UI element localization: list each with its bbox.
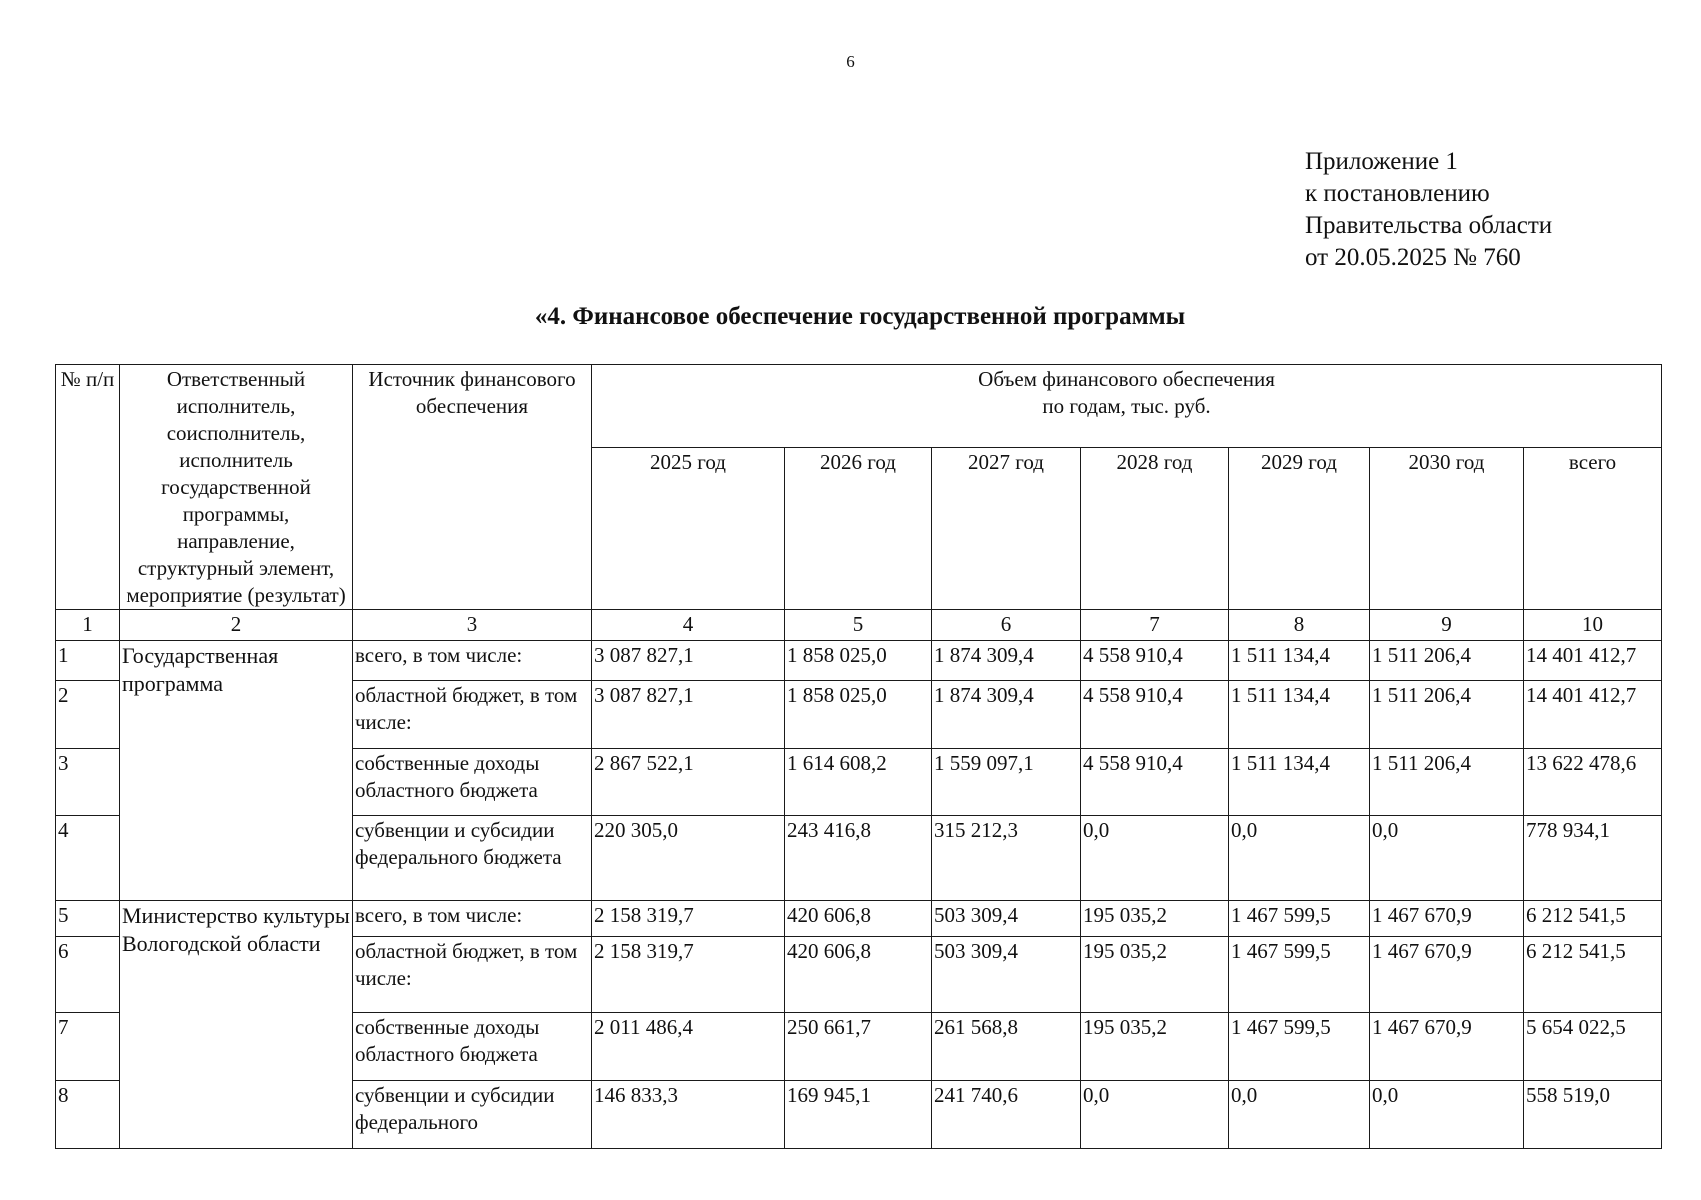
appendix-line: Правительства области (1305, 212, 1553, 239)
value-cell: 261 568,8 (932, 1013, 1081, 1081)
value-cell: 1 874 309,4 (932, 641, 1081, 681)
value-cell: 420 606,8 (785, 937, 932, 1013)
source-cell: всего, в том числе: (353, 641, 592, 681)
page-number: 6 (846, 52, 855, 71)
value-cell: 169 945,1 (785, 1081, 932, 1149)
value-cell: 195 035,2 (1081, 937, 1229, 1013)
value-cell: 2 867 522,1 (592, 749, 785, 816)
source-cell: субвенции и субсидии федерального бюджета (353, 816, 592, 901)
value-cell: 420 606,8 (785, 901, 932, 937)
value-cell: 0,0 (1081, 816, 1229, 901)
value-cell: 1 467 670,9 (1370, 1013, 1524, 1081)
header-year: 2028 год (1081, 448, 1229, 610)
source-cell: всего, в том числе: (353, 901, 592, 937)
appendix-line: Приложение 1 (1305, 148, 1458, 175)
column-number: 4 (592, 610, 785, 641)
value-cell: 2 158 319,7 (592, 937, 785, 1013)
value-cell: 0,0 (1229, 1081, 1370, 1149)
value-cell: 1 511 134,4 (1229, 681, 1370, 749)
column-number: 10 (1524, 610, 1662, 641)
total-value-cell: 5 654 022,5 (1524, 1013, 1662, 1081)
value-cell: 4 558 910,4 (1081, 749, 1229, 816)
value-cell: 1 614 608,2 (785, 749, 932, 816)
value-cell: 1 467 670,9 (1370, 901, 1524, 937)
value-cell: 4 558 910,4 (1081, 641, 1229, 681)
row-number: 5 (56, 901, 120, 937)
source-cell: собственные доходы областного бюджета (353, 749, 592, 816)
header-volume (592, 365, 1662, 448)
row-number: 3 (56, 749, 120, 816)
header-year: 2026 год (785, 448, 932, 610)
source-cell: областной бюджет, в том числе: (353, 681, 592, 749)
row-number: 4 (56, 816, 120, 901)
value-cell: 1 467 670,9 (1370, 937, 1524, 1013)
value-cell: 1 874 309,4 (932, 681, 1081, 749)
value-cell: 1 511 206,4 (1370, 641, 1524, 681)
value-cell: 2 011 486,4 (592, 1013, 785, 1081)
value-cell: 3 087 827,1 (592, 681, 785, 749)
appendix-line: к постановлению (1305, 180, 1490, 207)
value-cell: 1 511 134,4 (1229, 641, 1370, 681)
source-cell: субвенции и субсидии федерального (353, 1081, 592, 1149)
value-cell: 315 212,3 (932, 816, 1081, 901)
header-num: № п/п (56, 365, 120, 610)
column-number: 3 (353, 610, 592, 641)
executor-cell: Государственная программа (120, 641, 353, 901)
row-number: 7 (56, 1013, 120, 1081)
header-year: 2027 год (932, 448, 1081, 610)
column-number: 7 (1081, 610, 1229, 641)
header-year: 2025 год (592, 448, 785, 610)
value-cell: 195 035,2 (1081, 1013, 1229, 1081)
header-executor: Ответственный исполнитель, соисполнитель, исполнитель государственной программы, направление, структурный элемент, мероприятие (результат) (120, 365, 353, 610)
source-cell: собственные доходы областного бюджета (353, 1013, 592, 1081)
value-cell: 0,0 (1229, 816, 1370, 901)
total-value-cell: 6 212 541,5 (1524, 901, 1662, 937)
value-cell: 503 309,4 (932, 937, 1081, 1013)
value-cell: 1 559 097,1 (932, 749, 1081, 816)
header-year: 2030 год (1370, 448, 1524, 610)
total-value-cell: 6 212 541,5 (1524, 937, 1662, 1013)
row-number: 2 (56, 681, 120, 749)
header-source: Источник финансового обеспечения (353, 365, 592, 610)
value-cell: 0,0 (1370, 1081, 1524, 1149)
value-cell: 146 833,3 (592, 1081, 785, 1149)
column-number: 1 (56, 610, 120, 641)
appendix-block (1305, 146, 1552, 274)
value-cell: 243 416,8 (785, 816, 932, 901)
value-cell: 3 087 827,1 (592, 641, 785, 681)
executor-cell: Министерство культуры Вологодской области (120, 901, 353, 1149)
total-value-cell: 14 401 412,7 (1524, 681, 1662, 749)
value-cell: 1 511 206,4 (1370, 681, 1524, 749)
value-cell: 220 305,0 (592, 816, 785, 901)
financing-table (55, 364, 1662, 1149)
column-number: 8 (1229, 610, 1370, 641)
header-volume-line: Объем финансового обеспечения (978, 367, 1275, 391)
source-cell: областной бюджет, в том числе: (353, 937, 592, 1013)
row-number: 1 (56, 641, 120, 681)
row-number: 6 (56, 937, 120, 1013)
header-volume-line: по годам, тыс. руб. (1042, 394, 1211, 418)
total-value-cell: 14 401 412,7 (1524, 641, 1662, 681)
table-row (56, 901, 1662, 937)
header-year: 2029 год (1229, 448, 1370, 610)
total-value-cell: 558 519,0 (1524, 1081, 1662, 1149)
value-cell: 1 467 599,5 (1229, 937, 1370, 1013)
total-value-cell: 778 934,1 (1524, 816, 1662, 901)
value-cell: 250 661,7 (785, 1013, 932, 1081)
row-number: 8 (56, 1081, 120, 1149)
value-cell: 195 035,2 (1081, 901, 1229, 937)
value-cell: 1 467 599,5 (1229, 901, 1370, 937)
value-cell: 1 858 025,0 (785, 681, 932, 749)
value-cell: 1 858 025,0 (785, 641, 932, 681)
column-number: 9 (1370, 610, 1524, 641)
value-cell: 4 558 910,4 (1081, 681, 1229, 749)
value-cell: 241 740,6 (932, 1081, 1081, 1149)
value-cell: 1 467 599,5 (1229, 1013, 1370, 1081)
value-cell: 2 158 319,7 (592, 901, 785, 937)
total-value-cell: 13 622 478,6 (1524, 749, 1662, 816)
column-number: 6 (932, 610, 1081, 641)
value-cell: 503 309,4 (932, 901, 1081, 937)
column-number: 5 (785, 610, 932, 641)
value-cell: 1 511 206,4 (1370, 749, 1524, 816)
header-year-total: всего (1524, 448, 1662, 610)
column-number: 2 (120, 610, 353, 641)
value-cell: 0,0 (1081, 1081, 1229, 1149)
value-cell: 0,0 (1370, 816, 1524, 901)
table-row (56, 641, 1662, 681)
value-cell: 1 511 134,4 (1229, 749, 1370, 816)
document-title: «4. Финансовое обеспечение государственной программы (534, 303, 1186, 330)
appendix-line: от 20.05.2025 № 760 (1305, 244, 1521, 271)
